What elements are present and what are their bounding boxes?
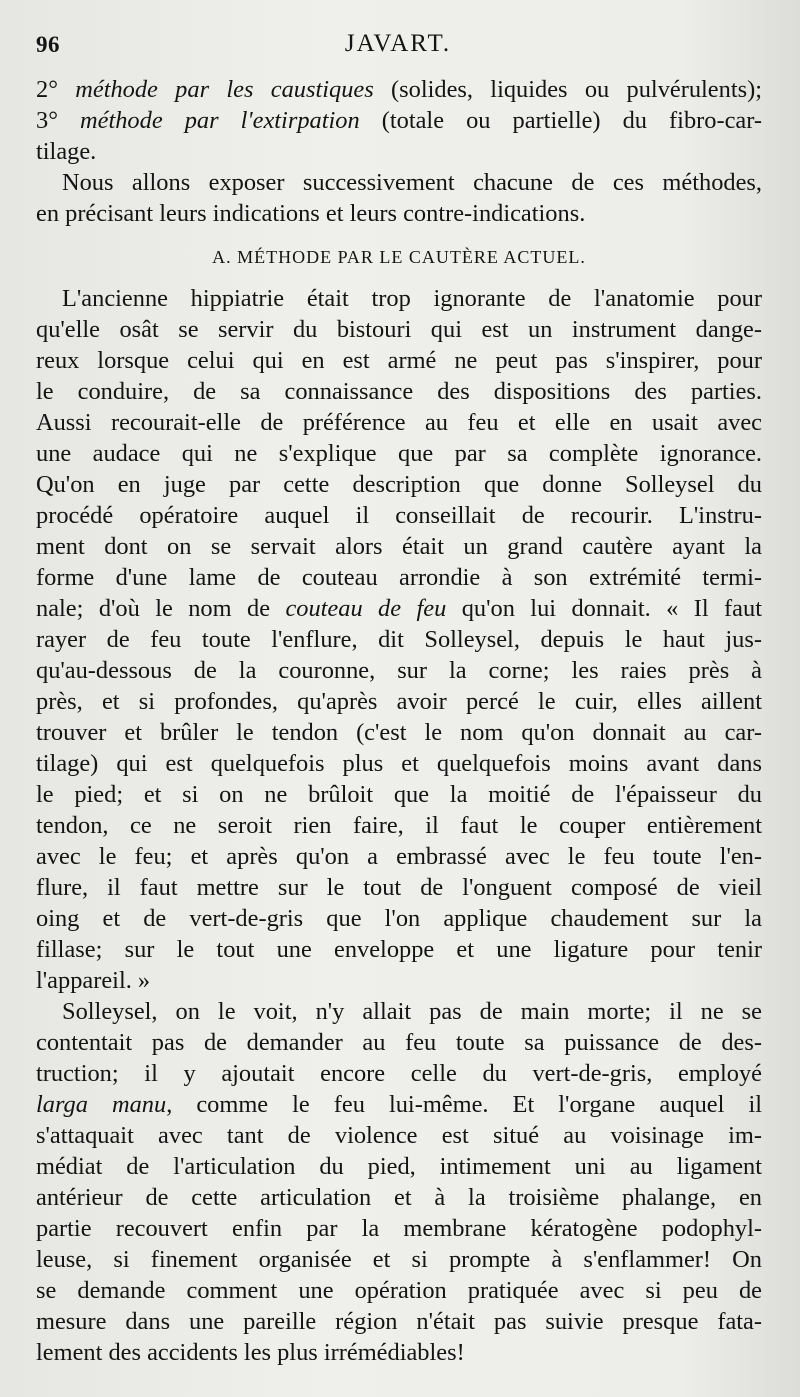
text-line	[36, 105, 762, 136]
text-line	[36, 1089, 762, 1120]
text-line: en précisant leurs indications et leurs contre-indications.	[36, 200, 586, 227]
text-line: leuse, si finement organisée et si prompte à s'enflammer! On	[36, 1246, 762, 1273]
italic-phrase: couteau de feu	[285, 595, 447, 622]
text-line: truction; il y ajoutait encore celle du vert-de-gris, employé	[36, 1060, 762, 1087]
text-line: L'ancienne hippiatrie était trop ignorante de l'anatomie pour	[62, 285, 762, 312]
text-line: médiat de l'articulation du pied, intimement uni au ligament	[36, 1153, 762, 1180]
line-text: nale; d'où le nom de	[36, 595, 286, 622]
page-number: 96	[36, 32, 60, 57]
text-line	[36, 74, 762, 105]
text-line: fillase; sur le tout une enveloppe et une ligature pour tenir	[36, 936, 762, 963]
text-line: le pied; et si on ne brûloit que la moitié de l'épaisseur du	[36, 781, 762, 808]
text-line: procédé opératoire auquel il conseillait de recourir. L'instru-	[36, 502, 762, 529]
italic-phrase: larga manu	[36, 1091, 167, 1118]
list-number: 2°	[36, 76, 76, 103]
text-line: se demande comment une opération pratiquée avec si peu de	[36, 1277, 762, 1304]
text-line: Nous allons exposer successivement chacune de ces méthodes,	[62, 169, 762, 196]
text-line: flure, il faut mettre sur le tout de l'onguent composé de vieil	[36, 874, 762, 901]
text-line: partie recouvert enfin par la membrane kératogène podophyl-	[36, 1215, 762, 1242]
text-line: oing et de vert-de-gris que l'on applique chaudement sur la	[36, 905, 762, 932]
line-text: , comme le feu lui-même. Et l'organe auquel il	[166, 1091, 762, 1118]
text-line: Solleysel, on le voit, n'y allait pas de main morte; il ne se	[62, 998, 762, 1025]
text-line: forme d'une lame de couteau arrondie à son extrémité termi-	[36, 564, 762, 591]
page-header	[36, 28, 760, 64]
text-line: ment dont on se servait alors était un grand cautère ayant la	[36, 533, 762, 560]
text-line: Aussi recourait-elle de préférence au feu et elle en usait avec	[36, 409, 762, 436]
text-line: tilage) qui est quelquefois plus et quelquefois moins avant dans	[36, 750, 762, 777]
text-line: rayer de feu toute l'enflure, dit Solleysel, depuis le haut jus-	[36, 626, 762, 653]
text-line: avec le feu; et après qu'on a embrassé avec le feu toute l'en-	[36, 843, 762, 870]
text-line: tilage.	[36, 138, 97, 165]
text-line: s'attaquait avec tant de violence est situé au voisinage im-	[36, 1122, 762, 1149]
section-heading: A. MÉTHODE PAR LE CAUTÈRE ACTUEL.	[212, 247, 586, 267]
line-text: qu'on lui donnait. « Il faut	[446, 595, 762, 622]
text-line: trouver et brûler le tendon (c'est le nom qu'on donnait au car-	[36, 719, 762, 746]
italic-phrase: méthode par l'extirpation	[80, 107, 360, 134]
body-text	[36, 74, 762, 1368]
running-title: JAVART.	[344, 30, 452, 57]
text-line: lement des accidents les plus irrémédiables!	[36, 1339, 465, 1366]
line-text: (solides, liquides ou pulvérulents);	[373, 76, 762, 103]
text-line	[36, 593, 762, 624]
text-line: Qu'on en juge par cette description que donne Solleysel du	[36, 471, 762, 498]
text-line: contentait pas de demander au feu toute sa puissance de des-	[36, 1029, 762, 1056]
text-line: qu'elle osât se servir du bistouri qui est un instrument dange-	[36, 316, 762, 343]
text-line: l'appareil. »	[36, 967, 151, 994]
text-line: qu'au-dessous de la couronne, sur la corne; les raies près à	[36, 657, 762, 684]
text-line: mesure dans une pareille région n'était pas suivie presque fata-	[36, 1308, 762, 1335]
text-line: près, et si profondes, qu'après avoir percé le cuir, elles aillent	[36, 688, 762, 715]
list-number: 3°	[36, 107, 81, 134]
text-line: le conduire, de sa connaissance des dispositions des parties.	[36, 378, 762, 405]
text-line: tendon, ce ne seroit rien faire, il faut le couper entièrement	[36, 812, 762, 839]
italic-phrase: méthode par les caustiques	[75, 76, 374, 103]
text-line: une audace qui ne s'explique que par sa complète ignorance.	[36, 440, 762, 467]
text-line: antérieur de cette articulation et à la troisième phalange, en	[36, 1184, 762, 1211]
text-line: reux lorsque celui qui en est armé ne peut pas s'inspirer, pour	[36, 347, 762, 374]
line-text: (totale ou partielle) du fibro-car-	[359, 107, 762, 134]
